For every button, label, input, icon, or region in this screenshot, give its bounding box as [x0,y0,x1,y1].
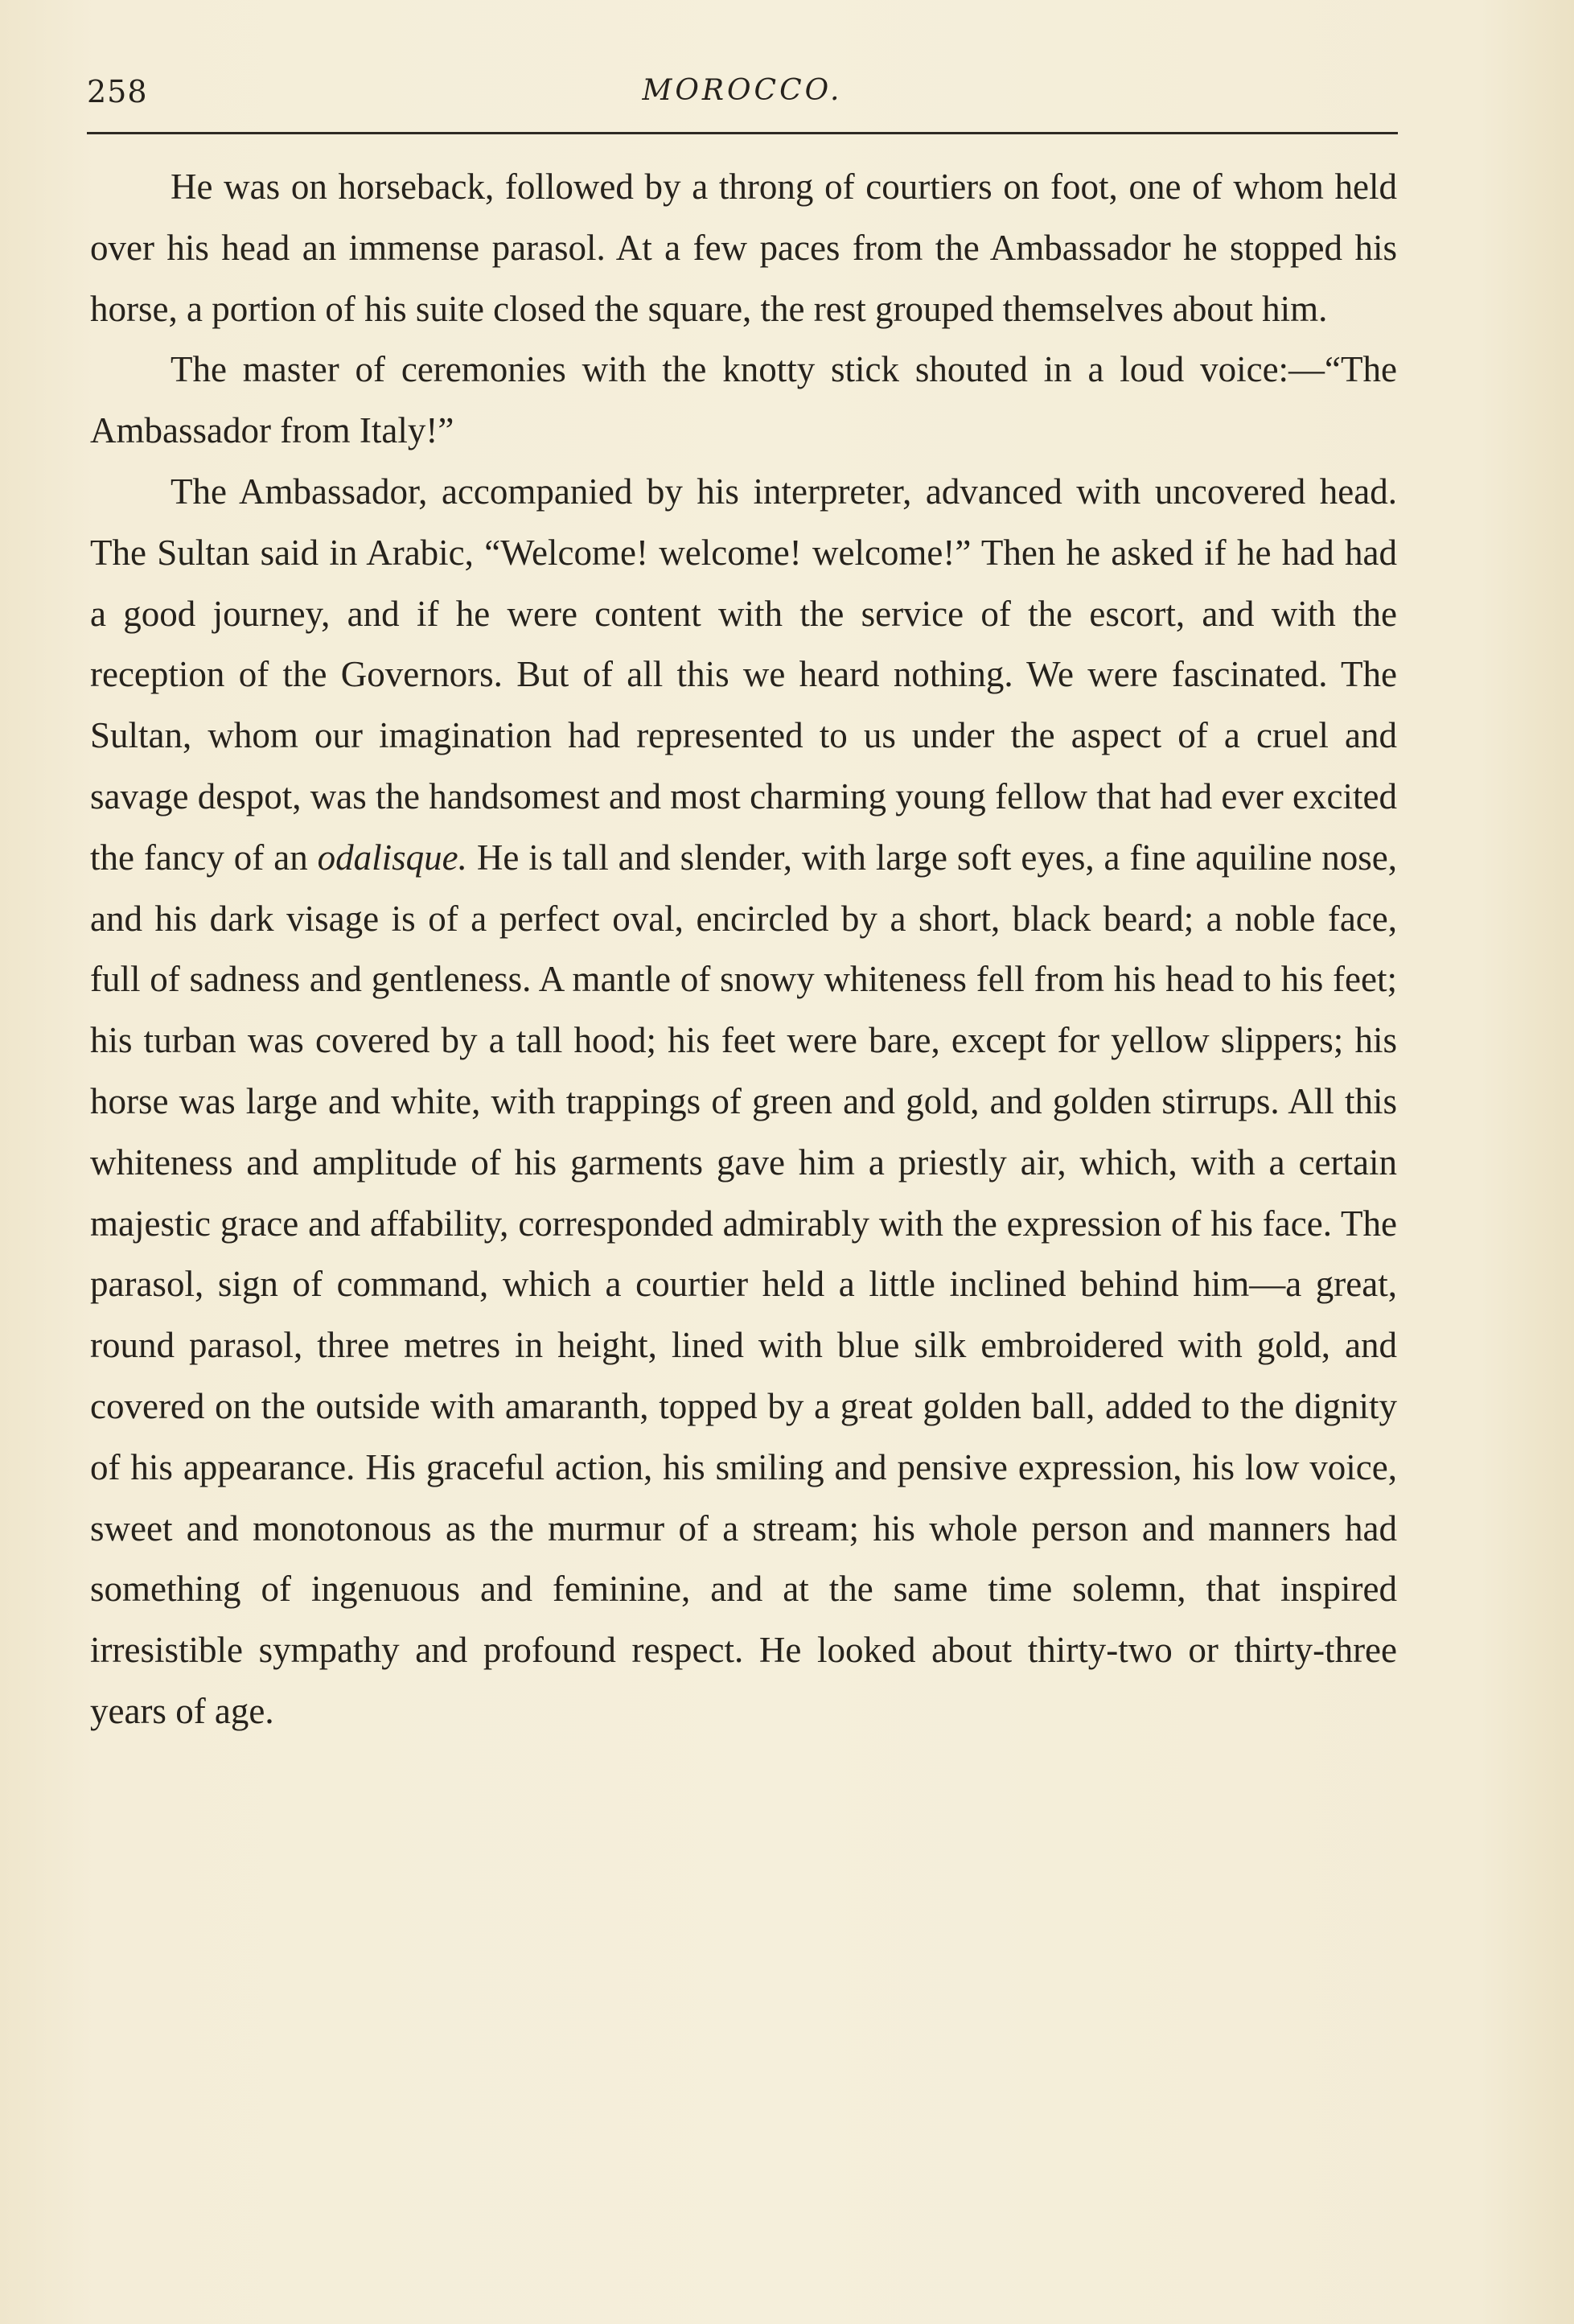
paragraph-2: The master of ceremonies with the knotty stick shouted in a loud voice:—“The Ambassador from Italy!” [90,349,1397,451]
paragraph-3 [90,462,1397,1742]
paragraph-3-part-2: He is tall and slender, with large soft eyes, a fine aquiline nose, and his dark visage is of a perfect oval, encircled by a short, black beard; a noble face, full of sadness and gentleness. A mantle of snowy whiteness fell from his head to his feet; his turban was covered by a tall hood; his feet were bare, except for yellow slippers; his horse was large and white, with trappings of green and gold, and golden stirrups. All this whiteness and amplitude of his garments gave him a priestly air, which, with a certain majestic grace and affability, corresponded admirably with the expression of his face. The parasol, sign of command, which a courtier held a little inclined behind him—a great, round parasol, three metres in height, lined with blue silk embroidered with gold, and covered on the outside with amaranth, topped by a great golden ball, added to the dignity of his appearance. His graceful action, his smiling and pensive expression, his low voice, sweet and monotonous as the murmur of a stream; his whole person and manners had something of ingenuous and feminine, and at the same time solemn, that inspired irresistible sympathy and profound respect. He looked about thirty-two or thirty-three years of age. [90,837,1397,1731]
paragraph-3-part-1: The Ambassador, accompanied by his interpreter, advanced with uncovered head. The Sultan said in Arabic, “Welcome! welcome! welcome!” Then he asked if he had had a good journey, and if he were content with the service of the escort, and with the reception of the Governors. But of all this we heard nothing. We were fascinated. The Sultan, whom our imagination had represented to us under the aspect of a cruel and savage despot, was the handsomest and most charming young fellow that had ever excited the fancy of an [90,471,1397,878]
header-rule [87,132,1398,134]
body-text [90,157,1397,1742]
paragraph-1: He was on horseback, followed by a throng of courtiers on foot, one of whom held over his head an immense parasol. At a few paces from the Ambassador he stopped his horse, a portion of his suite closed the square, the rest grouped themselves about him. [90,167,1397,329]
page-number: 258 [87,74,148,109]
italic-word-odalisque: odalisque. [317,837,467,878]
page-header [87,74,1398,122]
running-title: MOROCCO. [642,74,843,107]
